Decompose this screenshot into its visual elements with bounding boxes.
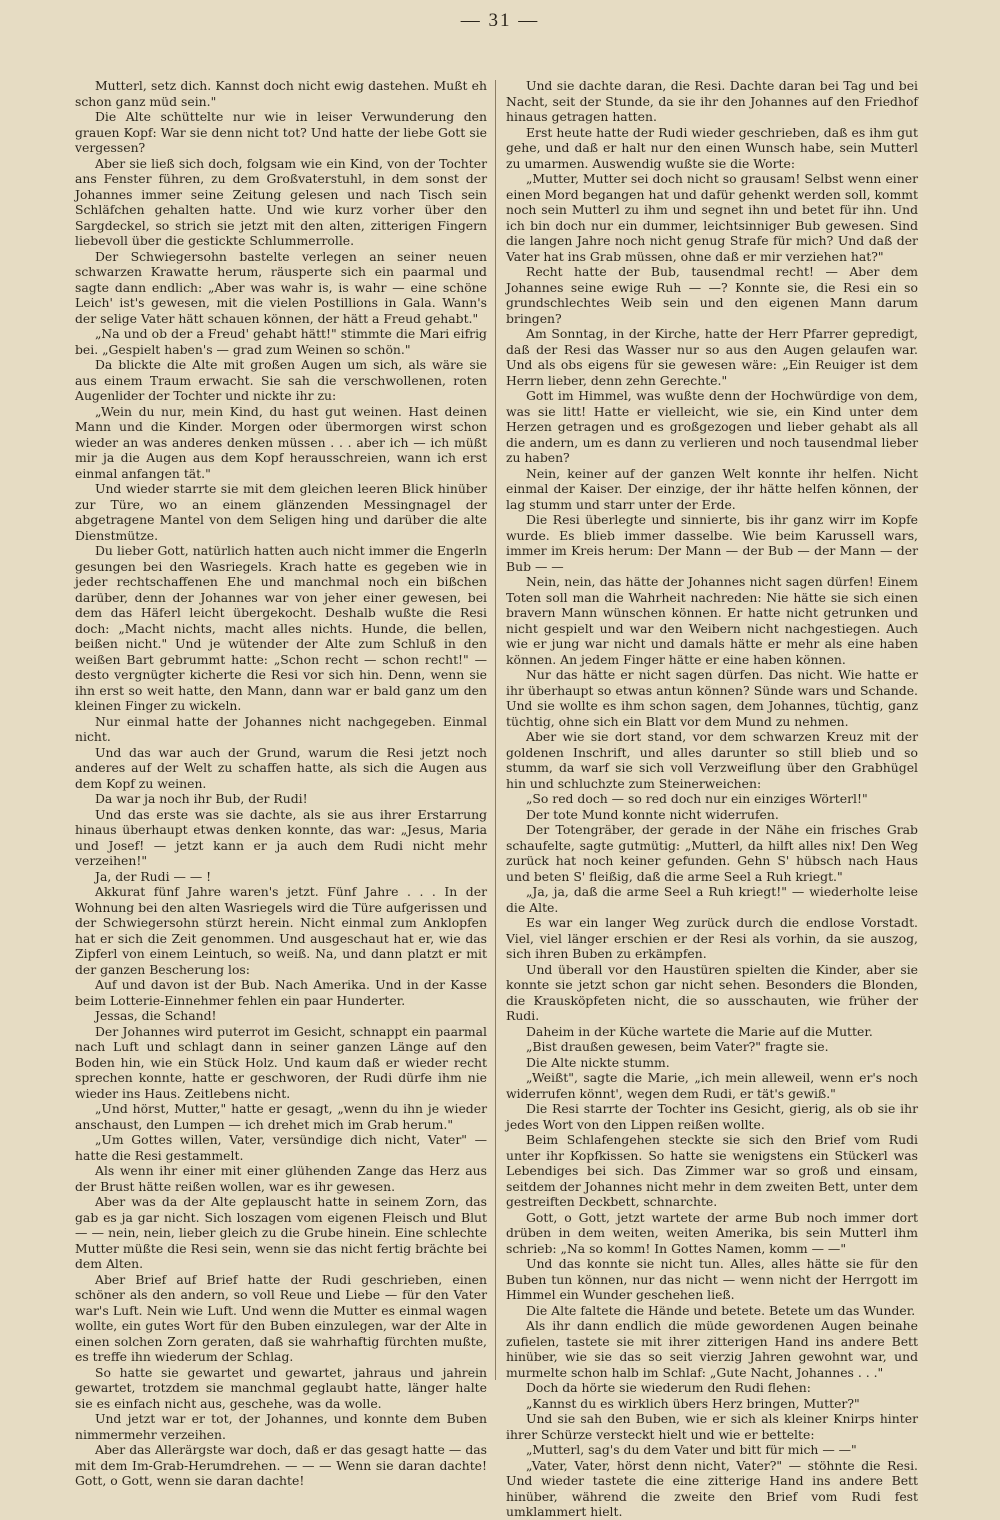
paragraph: Und das war auch der Grund, warum die Resi jetzt noch anderes auf der Welt zu schaffen hatte, als sich die Augen aus dem Kopf zu weinen. bbox=[75, 744, 487, 791]
paragraph: Aber was da der Alte geplauscht hatte in seinem Zorn, das gab es ja gar nicht. Sich loszagen vom eigenen Fleisch und Blut — — nein, nein, lieber gleich zu die Grube hinein. Eine schlechte Mutter müßte die Resi sein, wenn sie das nicht fertig brächte bei dem Alten. bbox=[75, 1194, 487, 1271]
paragraph: Am Sonntag, in der Kirche, hatte der Herr Pfarrer gepredigt, daß der Resi das Wasser nur so aus den Augen gelaufen war. Und als obs eigens für sie gewesen wäre: „Ein Reuiger ist dem Herrn lieber, denn zehn Gerechte." bbox=[506, 326, 918, 388]
paragraph: Nein, nein, das hätte der Johannes nicht sagen dürfen! Einem Toten soll man die Wahrheit nachreden: Nie hätte sie sich einen bravern Mann wünschen können. Er hatte nicht getrunken und nicht gespielt und war den Weibern nicht nachgestiegen. Auch wie er jung war nicht und damals hätte er mehr als eine haben können. An jedem Finger hätte er eine haben können. bbox=[506, 574, 918, 667]
paragraph: Doch da hörte sie wiederum den Rudi flehen: bbox=[526, 1380, 811, 1395]
paragraph: Der tote Mund konnte nicht widerrufen. bbox=[526, 806, 779, 822]
paragraph: Auf und davon ist der Bub. Nach Amerika. Und in der Kasse beim Lotterie-Einnehmer fehlen ein paar Hunderter. bbox=[75, 977, 487, 1008]
paragraph: Erst heute hatte der Rudi wieder geschrieben, daß es ihm gut gehe, und daß er halt nur den einen Wunsch habe, sein Mutterl zu umarmen. Auswendig wußte sie die Worte: bbox=[506, 124, 918, 171]
paragraph: Aber das Allerärgste war doch, daß er das gesagt hatte — das mit dem Im-Grab-Herumdrehen. — — — Wenn sie daran dachte! Gott, o Gott, wenn sie daran dachte! bbox=[75, 1442, 487, 1488]
paragraph: Als ihr dann endlich die müde gewordenen Augen beinahe zufielen, tastete sie mit ihrer zitterigen Hand ins andere Bett hinüber, wie sie das so seit vierzig Jahren gewohnt war, und murmelte schon halb im Schlaf: „Gute Nacht, Johannes . . ." bbox=[506, 1318, 918, 1380]
paragraph: Die Alte faltete die Hände und betete. Betete um das Wunder. bbox=[526, 1302, 916, 1318]
paragraph: Und jetzt war er tot, der Johannes, und konnte dem Buben nimmermehr verzeihen. bbox=[75, 1411, 487, 1442]
paragraph: Akkurat fünf Jahre waren's jetzt. Fünf Jahre . . . In der Wohnung bei den alten Wasriegels wird die Türe aufgerissen und der Schwiegersohn stürzt herein. Nicht einmal zum Anklopfen hat er sich die Zeit genommen. Und ausgeschaut hat er, wie das Zipferl von einem Leintuch, so weiß. Na, und dann platzt er mit der ganzen Bescherung los: bbox=[75, 884, 487, 977]
paragraph: Mutterl, setz dich. Kannst doch nicht ewig dastehen. Mußt eh schon ganz müd sein." bbox=[75, 78, 487, 109]
paragraph: Und das erste was sie dachte, als sie aus ihrer Erstarrung hinaus überhaupt etwas denken konnte, das war: „Jesus, Maria und Josef! — jetzt kann er ja auch dem Rudi nicht mehr verzeihen!" bbox=[75, 806, 487, 868]
paragraph: Beim Schlafengehen steckte sie sich den Brief vom Rudi unter ihr Kopfkissen. So hatte sie wenigstens ein Stückerl was Lebendiges bei sich. Das Zimmer war so groß und einsam, seitdem der Johannes nicht mehr in dem zweiten Bett, unter dem gestreiften Deckbett, schnarchte. bbox=[506, 1132, 918, 1209]
paragraph: Gott im Himmel, was wußte denn der Hochwürdige von dem, was sie litt! Hatte er vielleicht, wie sie, ein Kind unter dem Herzen getragen und es großgezogen und lieber gehabt als all die andern, um es dann zu verlieren und noch tausendmal lieber zu haben? bbox=[506, 388, 918, 465]
paragraph: Recht hatte der Bub, tausendmal recht! — Aber dem Johannes seine ewige Ruh — —? Konnte sie, die Resi ein so grundschlechtes Weib sein und den eigenen Mann darum bringen? bbox=[506, 264, 918, 326]
paragraph: Und sie dachte daran, die Resi. Dachte daran bei Tag und bei Nacht, seit der Stunde, da sie ihr den Johannes auf den Friedhof hinaus getragen hatten. bbox=[506, 78, 918, 124]
paragraph: „Wein du nur, mein Kind, du hast gut weinen. Hast deinen Mann und die Kinder. Morgen oder übermorgen wirst schon wieder an was anderes denken müssen . . . aber ich — ich müßt mir ja die Augen aus dem Kopf herausschreien, wann ich erst einmal anfangen tät." bbox=[75, 403, 487, 481]
paragraph: „Mutterl, sag's du dem Vater und bitt für mich — —" bbox=[526, 1442, 857, 1457]
paragraph: Die Resi überlegte und sinnierte, bis ihr ganz wirr im Kopfe wurde. Es blieb immer dasselbe. Wie beim Karussell wars, immer im Kreis herum: Der Mann — der Bub — der Mann — der Bub — — bbox=[506, 512, 918, 574]
right-column bbox=[506, 78, 918, 1519]
paragraph: Aber Brief auf Brief hatte der Rudi geschrieben, einen schöner als den andern, so voll Reue und Liebe — für den Vater war's Luft. Nein wie Luft. Und wenn die Mutter es einmal wagen wollte, ein gutes Wort für den Buben einzulegen, war der Alte in einen solchen Zorn geraten, daß sie wahrhaftig fürchten mußte, es treffe ihn wiederum der Schlag. bbox=[75, 1271, 487, 1364]
paragraph: Aber sie ließ sich doch, folgsam wie ein Kind, von der Tochter ans Fenster führen, zu dem Großvaterstuhl, in dem sonst der Johannes immer seine Zeitung gelesen und nach Tisch sein Schläfchen gehalten hatte. Und wie kurz vorher über den Sargdeckel, so strich sie jetzt mit den alten, zitterigen Fingern liebevoll über die gestickte Schlummerrolle. bbox=[75, 155, 487, 248]
paragraph: „Kannst du es wirklich übers Herz bringen, Mutter?" bbox=[526, 1395, 860, 1411]
paragraph: „Na und ob der a Freud' gehabt hätt!" stimmte die Mari eifrig bei. „Gespielt haben's — grad zum Weinen so schön." bbox=[75, 326, 487, 357]
page-number: — 31 — bbox=[460, 10, 540, 31]
paragraph: Die Alte nickte stumm. bbox=[526, 1054, 670, 1070]
paragraph: „Ja, ja, daß die arme Seel a Ruh kriegt!" — wiederholte leise die Alte. bbox=[506, 884, 918, 915]
paragraph: Aber wie sie dort stand, vor dem schwarzen Kreuz mit der goldenen Inschrift, und alles darunter so still blieb und so stumm, da warf sie sich voll Verzweiflung über den Grabhügel hin und schluchzte zum Steinerweichen: bbox=[506, 729, 918, 791]
paragraph: So hatte sie gewartet und gewartet, jahraus und jahrein gewartet, trotzdem sie manchmal geglaubt hatte, länger halte sie es einfach nicht aus, geschehe, was da wolle. bbox=[75, 1364, 487, 1411]
paragraph: Daheim in der Küche wartete die Marie auf die Mutter. bbox=[526, 1023, 873, 1039]
paragraph: „Mutter, Mutter sei doch nicht so grausam! Selbst wenn einer einen Mord begangen hat und dafür gehenkt werden soll, kommt noch sein Mutterl zu ihm und segnet ihn und betet für ihn. Und ich bin doch nur ein dummer, leichtsinniger Bub gewesen. Sind die langen Jahre noch nicht genug Strafe für mich? Und daß der Vater hat ins Grab müssen, ohne daß er mir verziehen hat?" bbox=[506, 171, 918, 264]
paragraph: Der Totengräber, der gerade in der Nähe ein frisches Grab schaufelte, sagte gutmütig: „Mutterl, da hilft alles nix! Den Weg zurück hat noch keiner gefunden. Gehn S' hübsch nach Haus und beten S' fleißig, daß die arme Seel a Ruh kriegt." bbox=[506, 822, 918, 884]
paragraph: Die Resi starrte der Tochter ins Gesicht, gierig, als ob sie ihr jedes Wort von den Lippen reißen wollte. bbox=[506, 1101, 918, 1132]
paragraph: „Um Gottes willen, Vater, versündige dich nicht, Vater" — hatte die Resi gestammelt. bbox=[75, 1132, 487, 1163]
paragraph: Jessas, die Schand! bbox=[95, 1008, 217, 1023]
paragraph: Und überall vor den Haustüren spielten die Kinder, aber sie konnte sie jetzt schon gar nicht sehen. Besonders die Blonden, die Krausköpfeten nicht, die so ausschauten, wie früher der Rudi. bbox=[506, 961, 918, 1023]
paragraph: Und sie sah den Buben, wie er sich als kleiner Knirps hinter ihrer Schürze versteckt hielt und wie er bettelte: bbox=[506, 1411, 918, 1442]
paragraph: Der Schwiegersohn bastelte verlegen an seiner neuen schwarzen Krawatte herum, räusperte sich ein paarmal und sagte dann endlich: „Aber was wahr is, is wahr — eine schöne Leich' ist's gewesen, mit die vielen Postillions in Gala. Wann's der selige Vater hätt schauen können, der hätt a Freud gehabt." bbox=[75, 248, 487, 326]
paragraph: Nur das hätte er nicht sagen dürfen. Das nicht. Wie hatte er ihr überhaupt so etwas antun können? Sünde wars und Schande. Und sie wollte es ihm schon sagen, dem Johannes, tüchtig, ganz tüchtig, ohne sich ein Blatt vor dem Mund zu nehmen. bbox=[506, 667, 918, 729]
paragraph: Du lieber Gott, natürlich hatten auch nicht immer die Engerln gesungen bei den Wasriegels. Krach hatte es gegeben wie in jeder rechtschaffenen Ehe und manchmal noch ein bißchen darüber, denn der Johannes war von jeher einer gewesen, bei dem das Häferl leicht übergekocht. Deshalb wußte die Resi doch: „Macht nichts, macht alles nichts. Hunde, die bellen, beißen nicht." Und je wütender der Alte zum Schluß in den weißen Bart gebrummt hatte: „Schon recht — schon recht!" — desto vergnügter kicherte die Resi vor sich hin. Denn, wenn sie ihn erst so weit hatte, den Mann, dann war er bald ganz um den kleinen Finger zu wickeln. bbox=[75, 543, 487, 713]
paragraph: Da blickte die Alte mit großen Augen um sich, als wäre sie aus einem Traum erwacht. Sie sah die verschwollenen, roten Augenlider der Tochter und nickte ihr zu: bbox=[75, 357, 487, 403]
paragraph: „So red doch — so red doch nur ein einziges Wörterl!" bbox=[526, 791, 868, 806]
paragraph: Als wenn ihr einer mit einer glühenden Zange das Herz aus der Brust hätte reißen wollen, war es ihr gewesen. bbox=[75, 1163, 487, 1194]
paragraph: Die Alte schüttelte nur wie in leiser Verwunderung den grauen Kopf: War sie denn nicht tot? Und hatte der liebe Gott sie vergessen? bbox=[75, 109, 487, 155]
paragraph: Da war ja noch ihr Bub, der Rudi! bbox=[95, 791, 308, 806]
paragraph: Ja, der Rudi — — ! bbox=[95, 868, 212, 884]
paragraph: Der Johannes wird puterrot im Gesicht, schnappt ein paarmal nach Luft und schlagt dann in seiner ganzen Länge auf den Boden hin, wie ein Stück Holz. Und kaum daß er wieder recht sprechen konnte, hatte er geschworen, der Rudi dürfe ihm nie wieder ins Haus. Zeitlebens nicht. bbox=[75, 1023, 487, 1101]
paragraph: Und das konnte sie nicht tun. Alles, alles hätte sie für den Buben tun können, nur das nicht — wenn nicht der Herrgott im Himmel ein Wunder geschehen ließ. bbox=[506, 1256, 918, 1302]
column-divider bbox=[495, 80, 496, 1380]
paragraph: „Weißt", sagte die Marie, „ich mein alleweil, wenn er's noch widerrufen könnt', wegen dem Rudi, er tät's gewiß." bbox=[506, 1070, 918, 1101]
paragraph: Und wieder starrte sie mit dem gleichen leeren Blick hinüber zur Türe, wo an einem glänzenden Messingnagel der abgetragene Mantel von dem Seligen hing und darüber die alte Dienstmütze. bbox=[75, 481, 487, 543]
paragraph: Gott, o Gott, jetzt wartete der arme Bub noch immer dort drüben in dem weiten, weiten Amerika, bis sein Mutterl ihm schrieb: „Na so komm! In Gottes Namen, komm — —" bbox=[506, 1209, 918, 1256]
paragraph: „Vater, Vater, hörst denn nicht, Vater?" — stöhnte die Resi. Und wieder tastete die eine zitterige Hand ins andere Bett hinüber, während die zweite den Brief vom Rudi fest umklammert hielt. bbox=[506, 1457, 918, 1519]
paragraph: Nein, keiner auf der ganzen Welt konnte ihr helfen. Nicht einmal der Kaiser. Der einzige, der ihr hätte helfen können, der lag stumm und starr unter der Erde. bbox=[506, 465, 918, 512]
paragraph: Nur einmal hatte der Johannes nicht nachgegeben. Einmal nicht. bbox=[75, 713, 487, 744]
paragraph: „Und hörst, Mutter," hatte er gesagt, „wenn du ihn je wieder anschaust, den Lumpen — ich drehet mich im Grab herum." bbox=[75, 1101, 487, 1132]
paragraph: „Bist draußen gewesen, beim Vater?" fragte sie. bbox=[526, 1039, 829, 1054]
left-column bbox=[75, 78, 487, 1488]
paragraph: Es war ein langer Weg zurück durch die endlose Vorstadt. Viel, viel länger erschien er der Resi als vorhin, da sie auszog, sich ihren Buben zu erkämpfen. bbox=[506, 915, 918, 961]
